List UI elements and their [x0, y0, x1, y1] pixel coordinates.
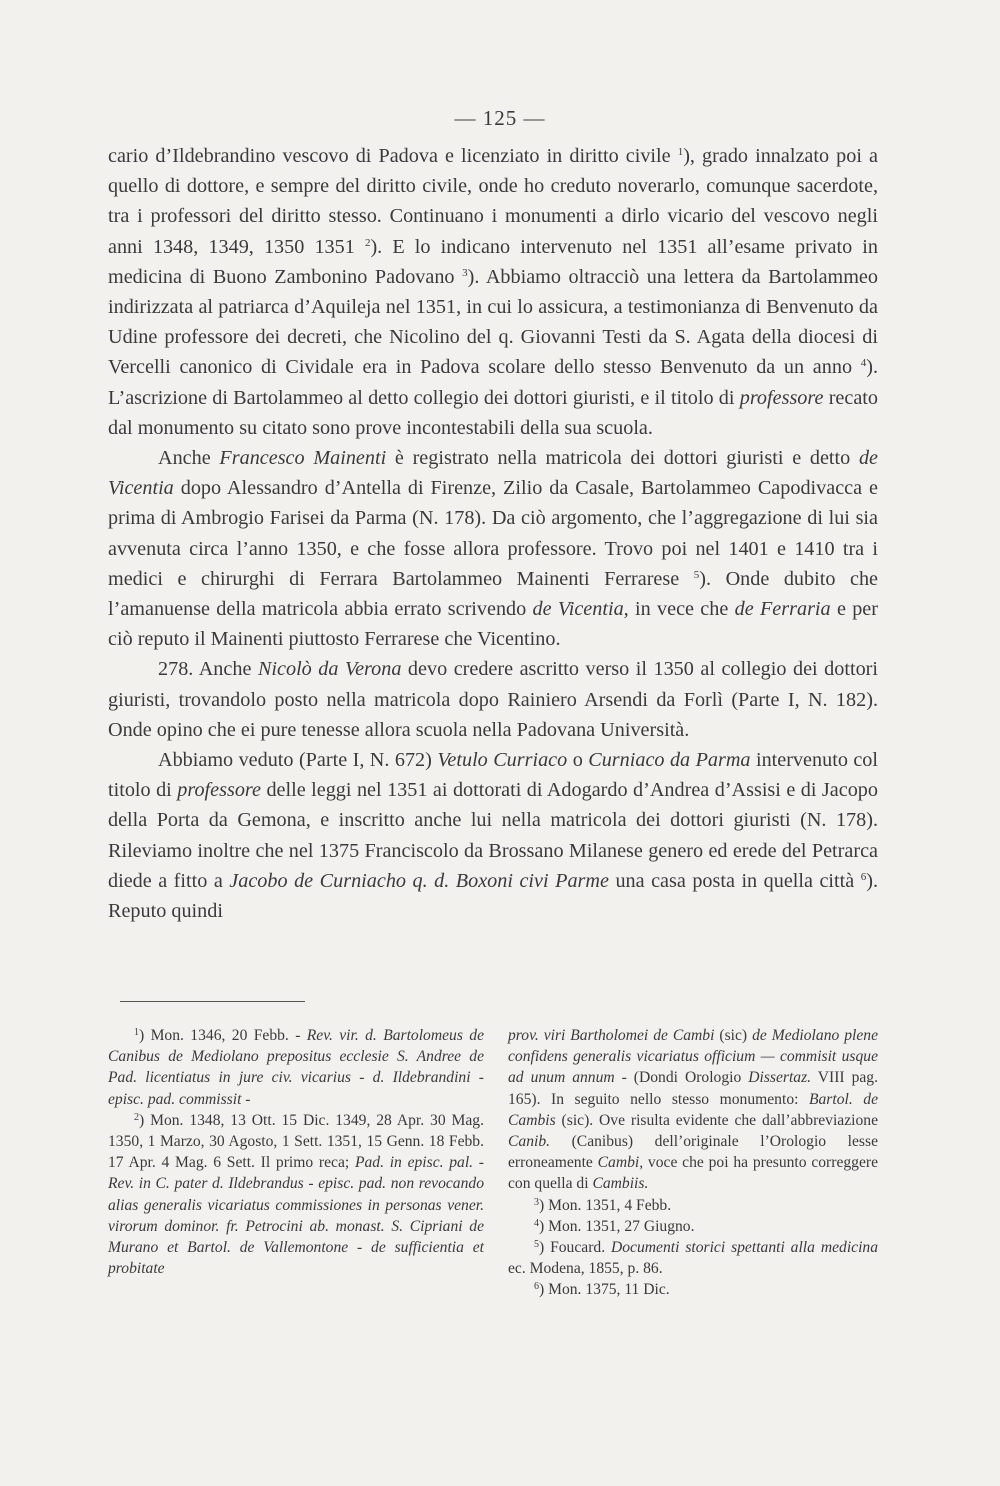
- italic-text: Dissertaz.: [748, 1069, 812, 1087]
- footnote: [508, 1195, 878, 1216]
- text-run: una casa posta in quella città: [608, 869, 861, 892]
- footnotes-left-column: [108, 1025, 484, 1279]
- italic-text: Cambiis.: [592, 1175, 649, 1193]
- footnote: [508, 1279, 878, 1300]
- footnotes-right-column: [508, 1025, 878, 1301]
- footnote: [108, 1025, 484, 1110]
- text-run: ). Reputo quindi: [108, 869, 878, 923]
- text-run: (Canibus) dell’originale l’Orologio lesse erroneamente: [508, 1133, 878, 1172]
- text-run: o: [567, 749, 589, 772]
- text-run: ). L’ascrizione di Bartolammeo al detto collegio dei dottori giuristi, e il titolo di: [108, 356, 878, 409]
- text-run: delle leggi nel 1351 ai dottorati di Adogardo d’Andrea d’Assisi e di Jacopo della Porta da Gemona, e inscritto anche lui nella matricola dei dottori giuristi (N. 178). Rileviamo inoltre che nel 1375 Franciscolo da Brossano Milanese genero ed erede del Petrarca diede a fitto a: [108, 779, 878, 892]
- text-run: Abbiamo veduto (Parte I, N. 672): [158, 749, 438, 772]
- footnote-reference: 3: [462, 266, 468, 279]
- italic-text: de Ferraria: [734, 598, 831, 621]
- footnote-reference: 1: [677, 146, 684, 158]
- footnote-reference: 5: [693, 568, 700, 581]
- footnote-reference: 2: [364, 236, 371, 249]
- text-run: devo credere ascritto verso il 1350 al collegio dei dottori giuristi, trovandolo posto nella matricola dopo Rainiero Arsendi da Forlì (Parte I, N. 182). Onde opino che ei pure tenesse allora scuola nella Padovana Università.: [108, 658, 878, 741]
- text-run: ec. Modena, 1855, p. 86.: [508, 1260, 663, 1278]
- text-run: ) Mon. 1375, 11 Dic.: [539, 1281, 670, 1299]
- text-run: intervenuto col titolo di: [108, 749, 879, 802]
- text-run: ) Mon. 1351, 27 Giugno.: [539, 1217, 695, 1235]
- italic-text: de Vicentia,: [532, 598, 629, 621]
- italic-text: Documenti storici spettanti alla medicina: [611, 1239, 878, 1257]
- footnote-reference: 4: [860, 357, 867, 370]
- italic-text: professore: [177, 779, 261, 802]
- footnote-divider: [120, 1001, 305, 1002]
- footnote: [508, 1216, 878, 1237]
- text-run: ) Mon. 1348, 13 Ott. 15 Dic. 1349, 28 Apr. 30 Mag. 1350, 1 Marzo, 30 Agosto, 1 Sett. 1351, 15 Genn. 18 Febb. 17 Apr. 4 Mag. 6 Sett. Il primo reca;: [108, 1111, 484, 1172]
- paragraph: [108, 443, 878, 654]
- italic-text: Nicolò da Verona: [257, 658, 402, 681]
- page-number: — 125 —: [454, 106, 546, 130]
- italic-text: Bartol. de Cambis: [508, 1090, 878, 1129]
- italic-text: Francesco Mainenti: [219, 447, 387, 470]
- text-run: (sic). Ove risulta evidente che dall’abbreviazione: [555, 1111, 878, 1129]
- text-run: VIII pag. 165). In seguito nello stesso monumento:: [508, 1069, 878, 1108]
- text-run: dopo Alessandro d’Antella di Firenze, Zilio da Casale, Bartolammeo Capodivacca e prima di Ambrogio Farisei da Parma (N. 178). Da ciò argomento, che l’aggregazione di lui sia avvenuta circa l’anno 1350, e che fosse allora professore. Trovo poi nel 1401 e 1410 tra i medici e chirurghi di Ferrara Bartolammeo Mainenti Ferrarese: [108, 477, 878, 590]
- text-run: recato dal monumento su citato sono prove incontestabili della sua scuola.: [108, 386, 878, 439]
- paragraph: [108, 745, 878, 926]
- text-run: ), grado innalzato poi a quello di dottore, e sempre del diritto civile, onde ho creduto noverarlo, comunque sacerdote, tra i professori del diritto stesso. Continuano i monumenti a dirlo vicario del vescovo negli anni 1348, 1349, 1350 1351: [108, 145, 878, 258]
- text-run: in vece che: [628, 598, 735, 621]
- italic-text: Canib.: [508, 1133, 551, 1151]
- text-run: 278. Anche: [158, 658, 258, 681]
- text-run: ). Onde dubito che l’amanuense della matricola abbia errato scrivendo: [108, 567, 878, 621]
- italic-text: t -: [237, 1090, 251, 1108]
- italic-text: prov. viri Bartholomei de Cambi: [508, 1027, 715, 1044]
- italic-text: professore: [739, 386, 824, 409]
- footnote-reference: 6: [860, 870, 867, 883]
- footnote: [508, 1025, 878, 1195]
- footnote-marker: 6: [534, 1281, 539, 1293]
- footnote-marker: 5: [534, 1239, 539, 1251]
- main-text: [108, 141, 878, 926]
- text-run: ) Mon. 1351, 4 Febb.: [539, 1196, 672, 1214]
- italic-text: Jacobo de Curniacho q. d. Boxoni civi Parme: [229, 869, 609, 892]
- text-run: ). E lo indicano intervenuto nel 1351 all’esame privato in medicina di Buono Zambonino Padovano: [108, 235, 878, 288]
- text-run: ) Foucard.: [539, 1239, 611, 1257]
- italic-text: Rev. vir. d. Bartolomeus de Canibus de Mediolano prepositus ecclesie S. Andree de Pad. licentiatus in jure civ. vicarius - d. Ildebrandini - episc. pad. commissi: [108, 1027, 484, 1108]
- footnote: [108, 1110, 484, 1280]
- footnote-marker: 1: [134, 1027, 139, 1038]
- italic-text: de Vicentia: [108, 447, 878, 500]
- text-run: voce che poi ha presunto correggere con quella di: [508, 1154, 878, 1193]
- text-run: e per ciò reputo il Mainenti piuttosto Ferrarese che Vicentino.: [108, 598, 878, 651]
- text-run: (sic): [714, 1027, 753, 1044]
- text-run: - (Dondi Orologio: [614, 1069, 749, 1087]
- footnote: [508, 1237, 878, 1279]
- paragraph: [108, 141, 878, 443]
- italic-text: Curniaco da Parma: [588, 749, 751, 772]
- paragraph: [108, 654, 878, 745]
- italic-text: de Mediolano plene confidens generalis vicariatus officium — commisit usque ad unum annum: [508, 1027, 878, 1087]
- text-run: cario d’Ildebrandino vescovo di Padova e licenziato in diritto civile: [108, 145, 678, 167]
- text-run: ). Abbiamo oltracciò una lettera da Bartolammeo indirizzata al patriarca d’Aquileja nel 1351, in cui lo assicura, a testimonianza di Benvenuto da Udine professore dei decreti, che Nicolino del q. Giovanni Testi da S. Agata della diocesi di Vercelli canonico di Cividale era in Padova scolare dello stesso Benvenuto da un anno: [108, 265, 878, 379]
- text-run: Anche: [158, 447, 220, 470]
- footnote-marker: 4: [534, 1217, 539, 1229]
- footnote-marker: 3: [534, 1196, 539, 1208]
- text-run: è registrato nella matricola dei dottori giuristi e detto: [386, 447, 859, 470]
- footnote-marker: 2: [134, 1111, 139, 1123]
- italic-text: Cambi,: [597, 1154, 644, 1172]
- italic-text: Pad. in episc. pal. - Rev. in C. pater d. Ildebrandus - episc. pad. non revocando alias generalis vicariatus commissiones in personas vener. virorum dominor. fr. Petrocini ab. monast. S. Cipriani de Murano et Bartol. de Vallemontone - de sufficientia et probitate: [108, 1154, 485, 1278]
- italic-text: Vetulo Curriaco: [437, 749, 568, 772]
- text-run: ) Mon. 1346, 20 Febb. -: [139, 1027, 307, 1044]
